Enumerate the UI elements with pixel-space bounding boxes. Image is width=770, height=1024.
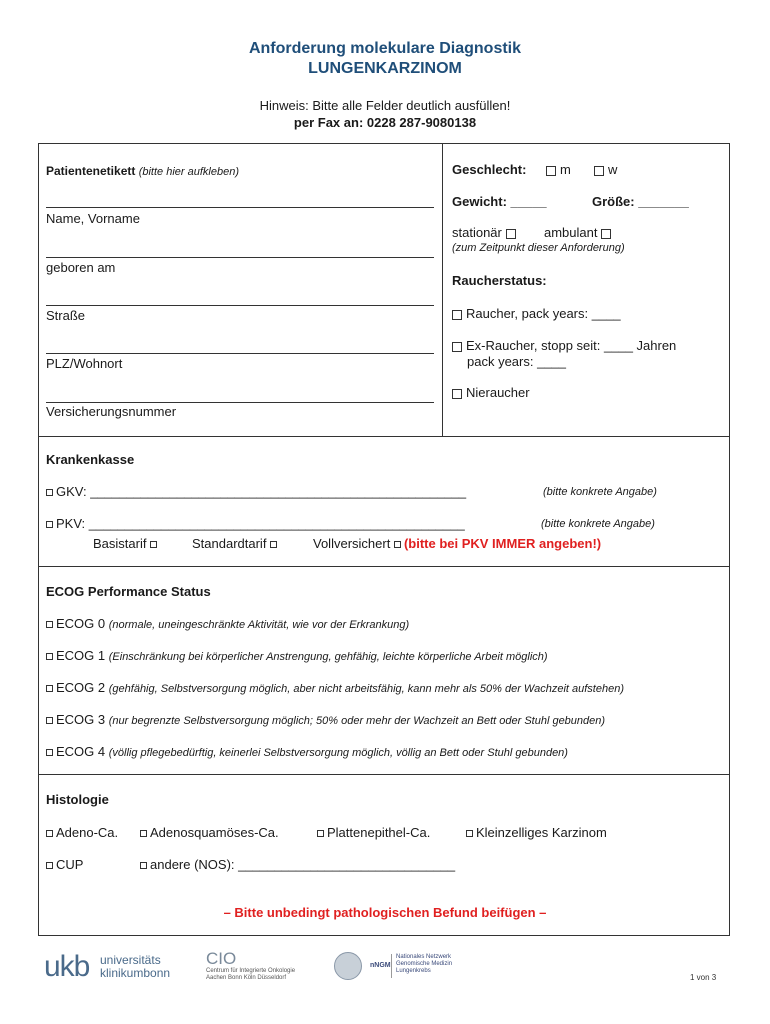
- insurance-number-line[interactable]: [46, 402, 434, 403]
- checkbox-icon[interactable]: [594, 166, 604, 176]
- gkv-hint: (bitte konkrete Angabe): [543, 486, 657, 498]
- checkbox-icon[interactable]: [46, 830, 53, 837]
- smoker-status-title: Raucherstatus:: [452, 273, 547, 288]
- checkbox-icon[interactable]: [46, 685, 53, 692]
- histology-title: Histologie: [46, 792, 109, 807]
- checkbox-icon[interactable]: [506, 229, 516, 239]
- checkbox-icon[interactable]: [317, 830, 324, 837]
- street-label: Straße: [46, 308, 86, 323]
- fax-number: per Fax an: 0228 287-9080138: [293, 115, 477, 130]
- gkv-option[interactable]: GKV: ____________________________________________________: [46, 484, 466, 499]
- checkbox-icon[interactable]: [140, 830, 147, 837]
- dob-line[interactable]: [46, 257, 434, 258]
- vollversichert-option[interactable]: Vollversichert (bitte bei PKV IMMER angeben!): [313, 536, 602, 551]
- column-divider: [442, 143, 443, 436]
- form-subtitle: LUNGENKARZINOM: [308, 60, 462, 77]
- stationary-option[interactable]: stationär: [452, 225, 520, 240]
- sex-label: Geschlecht:: [452, 162, 527, 177]
- ecog-2-option[interactable]: ECOG 2 (gehfähig, Selbstversorgung möglich, aber nicht arbeitsfähig, kann mehr als 50% der Wachzeit aufstehen): [46, 680, 624, 695]
- insurance-number-label: Versicherungsnummer: [46, 404, 177, 419]
- ecog-0-option[interactable]: ECOG 0 (normale, uneingeschränkte Aktivität, wie vor der Erkrankung): [46, 616, 409, 631]
- pathology-note: – Bitte unbedingt pathologischen Befund beifügen –: [223, 905, 547, 920]
- checkbox-icon[interactable]: [46, 489, 53, 496]
- patient-label-hint: (bitte hier aufkleben): [138, 166, 239, 178]
- checkbox-icon[interactable]: [140, 862, 147, 869]
- sex-m-option[interactable]: m: [546, 162, 571, 177]
- patient-label: Patientenetikett: [46, 164, 136, 178]
- checkbox-icon[interactable]: [452, 310, 462, 320]
- cio-mark: CIO: [206, 949, 237, 968]
- checkbox-icon[interactable]: [546, 166, 556, 176]
- checkbox-icon[interactable]: [394, 541, 401, 548]
- page-number: 1 von 3: [690, 973, 717, 982]
- cup-option[interactable]: CUP: [46, 857, 83, 872]
- checkbox-icon[interactable]: [601, 229, 611, 239]
- standardtarif-option[interactable]: Standardtarif: [192, 536, 280, 551]
- other-histology-option[interactable]: andere (NOS): ______________________________: [140, 857, 455, 872]
- section-divider: [38, 436, 730, 437]
- ukb-logo-text: universitäts klinikumbonn: [100, 953, 171, 980]
- adeno-option[interactable]: Adeno-Ca.: [46, 825, 118, 840]
- squamous-option[interactable]: Plattenepithel-Ca.: [317, 825, 430, 840]
- hint-text: Hinweis: Bitte alle Felder deutlich ausfüllen!: [259, 98, 511, 113]
- section-divider: [38, 774, 730, 775]
- city-label: PLZ/Wohnort: [46, 356, 123, 371]
- ukb-logo: [44, 950, 89, 984]
- smoker-option[interactable]: Raucher, pack years: ____: [452, 306, 621, 321]
- ngm-logo-text: Nationales Netzwerk Genomische Medizin Lungenkrebs: [396, 954, 453, 974]
- street-line[interactable]: [46, 305, 434, 306]
- dob-label: geboren am: [46, 260, 116, 275]
- ecog-3-option[interactable]: ECOG 3 (nur begrenzte Selbstversorgung möglich; 50% oder mehr der Wachzeit an Bett oder Stuhl gebunden): [46, 712, 605, 727]
- patient-label-row: [46, 164, 239, 178]
- ex-smoker-option[interactable]: Ex-Raucher, stopp seit: ____ Jahren: [452, 338, 676, 353]
- ex-smoker-pack-years[interactable]: pack years: ____: [467, 354, 567, 369]
- ecog-1-option[interactable]: ECOG 1 (Einschränkung bei körperlicher Anstrengung, gehfähig, leichte körperliche Arbeit möglich): [46, 648, 548, 663]
- ecog-title: ECOG Performance Status: [46, 584, 211, 599]
- height-field[interactable]: Größe: _______: [592, 194, 689, 209]
- city-line[interactable]: [46, 353, 434, 354]
- name-line[interactable]: [46, 207, 434, 208]
- checkbox-icon[interactable]: [46, 717, 53, 724]
- checkbox-icon[interactable]: [452, 342, 462, 352]
- checkbox-icon[interactable]: [270, 541, 277, 548]
- adenosquamous-option[interactable]: Adenosquamöses-Ca.: [140, 825, 279, 840]
- form-title: Anforderung molekulare Diagnostik: [248, 40, 522, 57]
- cio-logo: CIO Centrum für Integrierte Onkologie Aachen Bonn Köln Düsseldorf: [206, 949, 296, 981]
- ecog-4-option[interactable]: ECOG 4 (völlig pflegebedürftig, keinerlei Selbstversorgung möglich, völlig an Bett oder Stuhl gebunden): [46, 744, 568, 759]
- insurance-title: Krankenkasse: [46, 452, 135, 467]
- checkbox-icon[interactable]: [46, 749, 53, 756]
- checkbox-icon[interactable]: [46, 862, 53, 869]
- section-divider: [38, 566, 730, 567]
- sex-w-option[interactable]: w: [594, 162, 617, 177]
- checkbox-icon[interactable]: [466, 830, 473, 837]
- seal-icon: [334, 952, 362, 980]
- checkbox-icon[interactable]: [150, 541, 157, 548]
- checkbox-icon[interactable]: [46, 621, 53, 628]
- timepoint-note: (zum Zeitpunkt dieser Anforderung): [452, 242, 625, 254]
- ngm-mark: nNGM: [370, 962, 391, 969]
- basistarif-option[interactable]: Basistarif: [93, 536, 160, 551]
- non-smoker-option[interactable]: Nieraucher: [452, 385, 530, 400]
- ngm-divider: [391, 954, 392, 978]
- small-cell-option[interactable]: Kleinzelliges Karzinom: [466, 825, 607, 840]
- checkbox-icon[interactable]: [452, 389, 462, 399]
- pkv-hint: (bitte konkrete Angabe): [541, 518, 655, 530]
- pkv-warning: (bitte bei PKV IMMER angeben!): [403, 536, 602, 551]
- ukb-mark: ukb: [44, 950, 90, 983]
- weight-field[interactable]: Gewicht: _____: [452, 194, 547, 209]
- checkbox-icon[interactable]: [46, 521, 53, 528]
- pkv-option[interactable]: PKV: ____________________________________________________: [46, 516, 465, 531]
- checkbox-icon[interactable]: [46, 653, 53, 660]
- ambulant-option[interactable]: ambulant: [544, 225, 615, 240]
- name-label: Name, Vorname: [46, 211, 140, 226]
